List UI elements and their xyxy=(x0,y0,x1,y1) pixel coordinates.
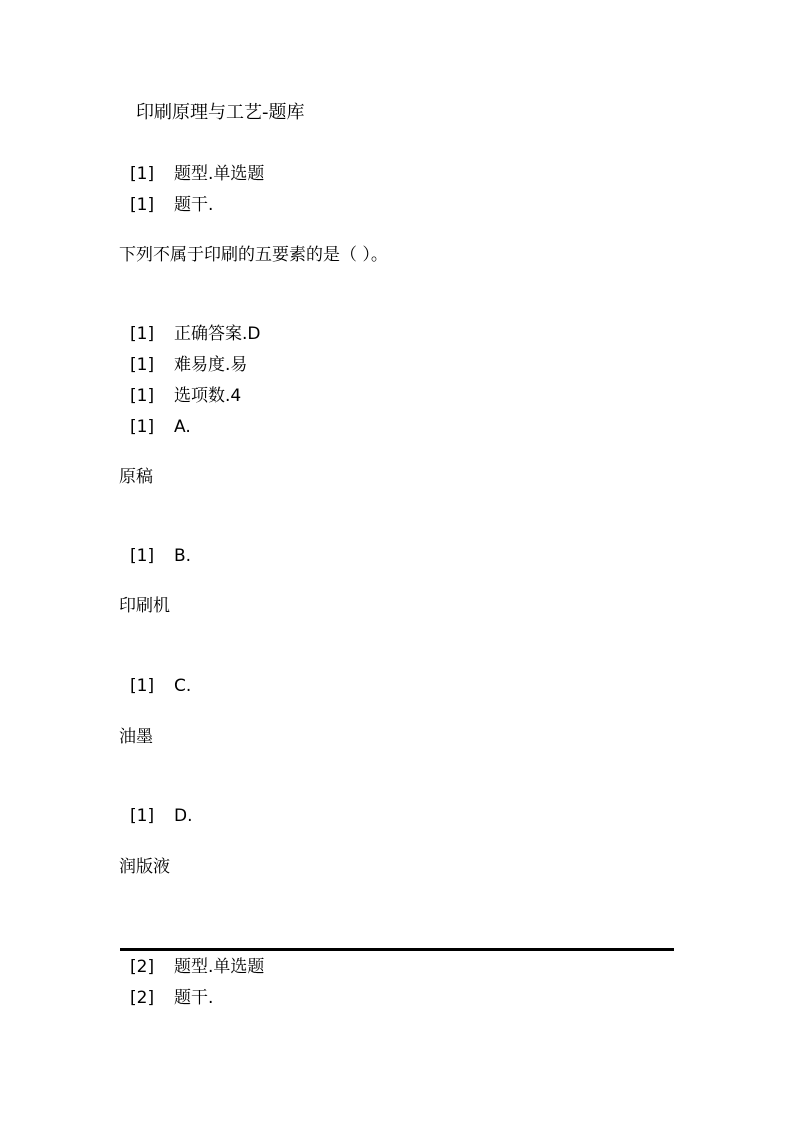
question-2-stem-label: 题干. xyxy=(174,988,214,1008)
question-1-stem-label-line xyxy=(130,194,213,216)
question-1-option-count: 选项数.4 xyxy=(174,386,242,406)
option-a-text: 原稿 xyxy=(119,467,153,487)
question-1-index: [1] xyxy=(130,195,155,215)
option-b-letter: B. xyxy=(174,546,192,566)
document-title: 印刷原理与工艺-题库 xyxy=(136,102,305,123)
option-c-letter: C. xyxy=(174,676,192,696)
option-a-label-line xyxy=(130,416,191,438)
option-a-letter: A. xyxy=(174,417,191,437)
question-2-type: 题型.单选题 xyxy=(174,957,265,977)
option-c-text: 油墨 xyxy=(119,727,153,747)
question-2-index: [2] xyxy=(130,957,155,977)
question-1-difficulty: 难易度.易 xyxy=(174,355,248,375)
question-1-type-line xyxy=(130,163,264,185)
question-1-type: 题型.单选题 xyxy=(174,164,265,184)
question-1-stem: 下列不属于印刷的五要素的是（ ）。 xyxy=(119,245,388,265)
question-1-option-count-line xyxy=(130,385,241,407)
option-b-label-line xyxy=(130,545,191,567)
question-2-type-line xyxy=(130,956,264,978)
question-1-answer: 正确答案.D xyxy=(174,324,261,344)
question-divider xyxy=(120,948,674,951)
option-d-text: 润版液 xyxy=(119,857,170,877)
question-1-stem-label: 题干. xyxy=(174,195,214,215)
question-2-index: [2] xyxy=(130,988,155,1008)
question-1-index: [1] xyxy=(130,676,155,696)
option-b-text: 印刷机 xyxy=(119,596,170,616)
option-d-letter: D. xyxy=(174,806,193,826)
question-1-index: [1] xyxy=(130,417,155,437)
question-1-difficulty-line xyxy=(130,354,247,376)
question-1-index: [1] xyxy=(130,355,155,375)
question-1-index: [1] xyxy=(130,164,155,184)
question-2-stem-label-line xyxy=(130,987,213,1009)
option-c-label-line xyxy=(130,675,191,697)
question-1-answer-line xyxy=(130,323,261,345)
question-1-index: [1] xyxy=(130,324,155,344)
question-1-index: [1] xyxy=(130,806,155,826)
question-1-index: [1] xyxy=(130,386,155,406)
option-d-label-line xyxy=(130,805,193,827)
question-1-index: [1] xyxy=(130,546,155,566)
